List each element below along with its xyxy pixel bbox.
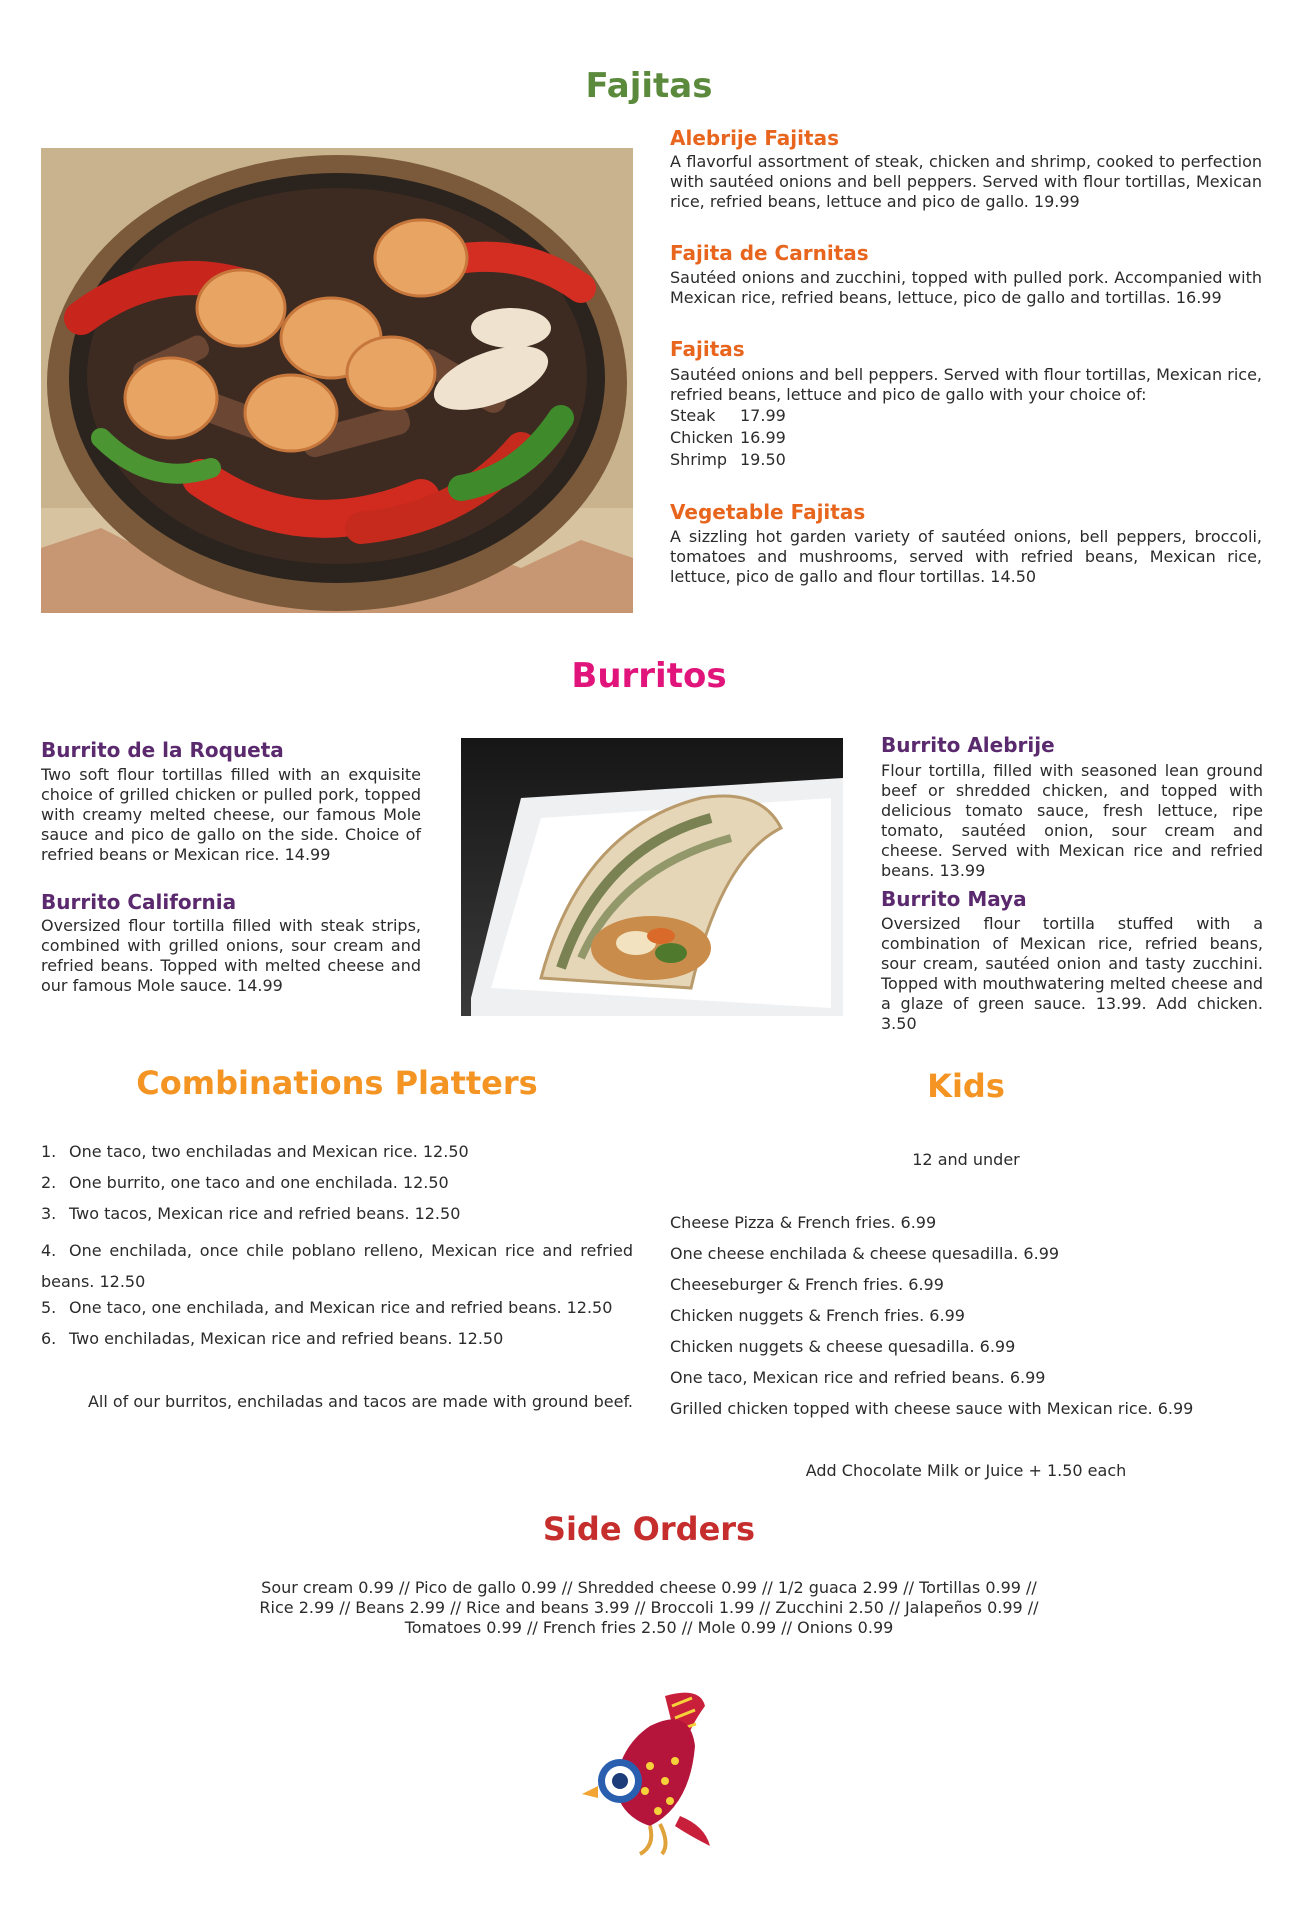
burritos-item-4-title: Burrito Maya <box>881 887 1027 911</box>
combination-item-1 <box>41 1142 633 1161</box>
kids-item-2: One cheese enchilada & cheese quesadilla. 6.99 <box>670 1244 1060 1263</box>
kids-item-7: Grilled chicken topped with cheese sauce with Mexican rice. 6.99 <box>670 1399 1194 1418</box>
combination-item-6 <box>41 1329 633 1348</box>
kids-item-4: Chicken nuggets & French fries. 6.99 <box>670 1306 965 1325</box>
kids-heading: Kids <box>927 1067 1005 1105</box>
combination-text: Two tacos, Mexican rice and refried beans. 12.50 <box>69 1204 461 1223</box>
kids-note: Add Chocolate Milk or Juice + 1.50 each <box>805 1461 1127 1480</box>
fajitas-choice-steak <box>670 405 870 427</box>
choice-name: Chicken <box>670 428 734 447</box>
choice-price: 16.99 <box>740 428 786 447</box>
choice-name: Steak <box>670 406 716 425</box>
fajitas-item-3-description: Sautéed onions and bell peppers. Served with flour tortillas, Mexican rice, refried beans, lettuce and pico de gallo with your choice of: <box>670 365 1262 404</box>
fajitas-item-4-title: Vegetable Fajitas <box>670 500 866 524</box>
fajitas-choice-list <box>670 405 870 471</box>
combination-item-5 <box>41 1298 633 1317</box>
combination-item-3 <box>41 1204 633 1223</box>
burritos-item-3-title: Burrito Alebrije <box>881 733 1055 757</box>
combination-text: One enchilada, once chile poblano relleno, Mexican rice and refried beans. 12.50 <box>41 1241 633 1291</box>
side-orders-heading: Side Orders <box>542 1510 756 1548</box>
combination-number: 6. <box>41 1329 57 1348</box>
choice-price: 17.99 <box>740 406 786 425</box>
fajitas-item-2-description: Sautéed onions and zucchini, topped with pulled pork. Accompanied with Mexican rice, refried beans, lettuce, pico de gallo and tortillas. 16.99 <box>670 268 1262 307</box>
combination-item-2 <box>41 1173 633 1192</box>
burritos-item-1-title: Burrito de la Roqueta <box>41 738 284 762</box>
fajitas-choice-chicken <box>670 427 870 449</box>
kids-item-5: Chicken nuggets & cheese quesadilla. 6.99 <box>670 1337 1016 1356</box>
fajitas-photo <box>41 148 633 613</box>
side-orders-line-2: Rice 2.99 // Beans 2.99 // Rice and beans 3.99 // Broccoli 1.99 // Zucchini 2.50 // Jalapeños 0.99 // <box>259 1598 1039 1617</box>
burritos-item-1-description: Two soft flour tortillas filled with an exquisite choice of grilled chicken or pulled pork, topped with creamy melted cheese, our famous Mole sauce and pico de gallo on the side. Choice of refried beans or Mexican rice. 14.99 <box>41 765 421 864</box>
alebrije-bird-illustration <box>580 1686 720 1856</box>
combination-item-4 <box>41 1235 633 1297</box>
burrito-photo <box>461 738 843 1016</box>
combination-text: One taco, two enchiladas and Mexican rice. 12.50 <box>69 1142 469 1161</box>
combination-number: 5. <box>41 1298 57 1317</box>
burritos-item-2-description: Oversized flour tortilla filled with steak strips, combined with grilled onions, sour cream and refried beans. Topped with melted cheese and our famous Mole sauce. 14.99 <box>41 916 421 995</box>
fajitas-item-2-title: Fajita de Carnitas <box>670 241 869 265</box>
fajitas-heading: Fajitas <box>585 66 713 106</box>
side-orders-line-1: Sour cream 0.99 // Pico de gallo 0.99 // Shredded cheese 0.99 // 1/2 guaca 2.99 // Tortillas 0.99 // <box>261 1578 1037 1597</box>
burritos-item-3-description: Flour tortilla, filled with seasoned lean ground beef or shredded chicken, and topped with delicious tomato sauce, fresh lettuce, ripe tomato, sautéed onion, sour cream and cheese. Served with Mexican rice and refried beans. 13.99 <box>881 761 1263 880</box>
fajitas-item-1-title: Alebrije Fajitas <box>670 126 839 150</box>
burritos-item-4-description: Oversized flour tortilla stuffed with a combination of Mexican rice, refried beans, sour cream, sautéed onion and tasty zucchini. Topped with mouthwatering melted cheese and a glaze of green sauce. 13.99. Add chicken. 3.50 <box>881 914 1263 1033</box>
fajitas-item-1-description: A flavorful assortment of steak, chicken and shrimp, cooked to perfection with sautéed onions and bell peppers. Served with flour tortillas, Mexican rice, refried beans, lettuce and pico de gallo. 19.99 <box>670 152 1262 211</box>
kids-subtitle: 12 and under <box>912 1150 1020 1169</box>
combination-text: One burrito, one taco and one enchilada. 12.50 <box>69 1173 449 1192</box>
combination-text: One taco, one enchilada, and Mexican rice and refried beans. 12.50 <box>69 1298 613 1317</box>
combinations-note: All of our burritos, enchiladas and tacos are made with ground beef. <box>87 1392 633 1411</box>
side-orders-line-3: Tomatoes 0.99 // French fries 2.50 // Mole 0.99 // Onions 0.99 <box>404 1618 894 1637</box>
combination-number: 3. <box>41 1204 57 1223</box>
burritos-heading: Burritos <box>571 656 727 696</box>
combinations-heading: Combinations Platters <box>136 1064 538 1102</box>
combination-number: 4. <box>41 1241 57 1260</box>
choice-name: Shrimp <box>670 450 728 469</box>
kids-item-6: One taco, Mexican rice and refried beans. 6.99 <box>670 1368 1046 1387</box>
kids-item-1: Cheese Pizza & French fries. 6.99 <box>670 1213 937 1232</box>
burritos-item-2-title: Burrito California <box>41 890 237 914</box>
kids-item-3: Cheeseburger & French fries. 6.99 <box>670 1275 944 1294</box>
fajitas-choice-shrimp <box>670 449 870 471</box>
choice-price: 19.50 <box>740 450 786 469</box>
fajitas-item-4-description: A sizzling hot garden variety of sautéed onions, bell peppers, broccoli, tomatoes and mushrooms, served with refried beans, Mexican rice, lettuce, pico de gallo and flour tortillas. 14.50 <box>670 527 1262 586</box>
fajitas-item-3-title: Fajitas <box>670 337 745 361</box>
combination-number: 1. <box>41 1142 57 1161</box>
side-orders-list <box>0 1578 1298 1638</box>
combination-text: Two enchiladas, Mexican rice and refried beans. 12.50 <box>69 1329 504 1348</box>
combination-number: 2. <box>41 1173 57 1192</box>
